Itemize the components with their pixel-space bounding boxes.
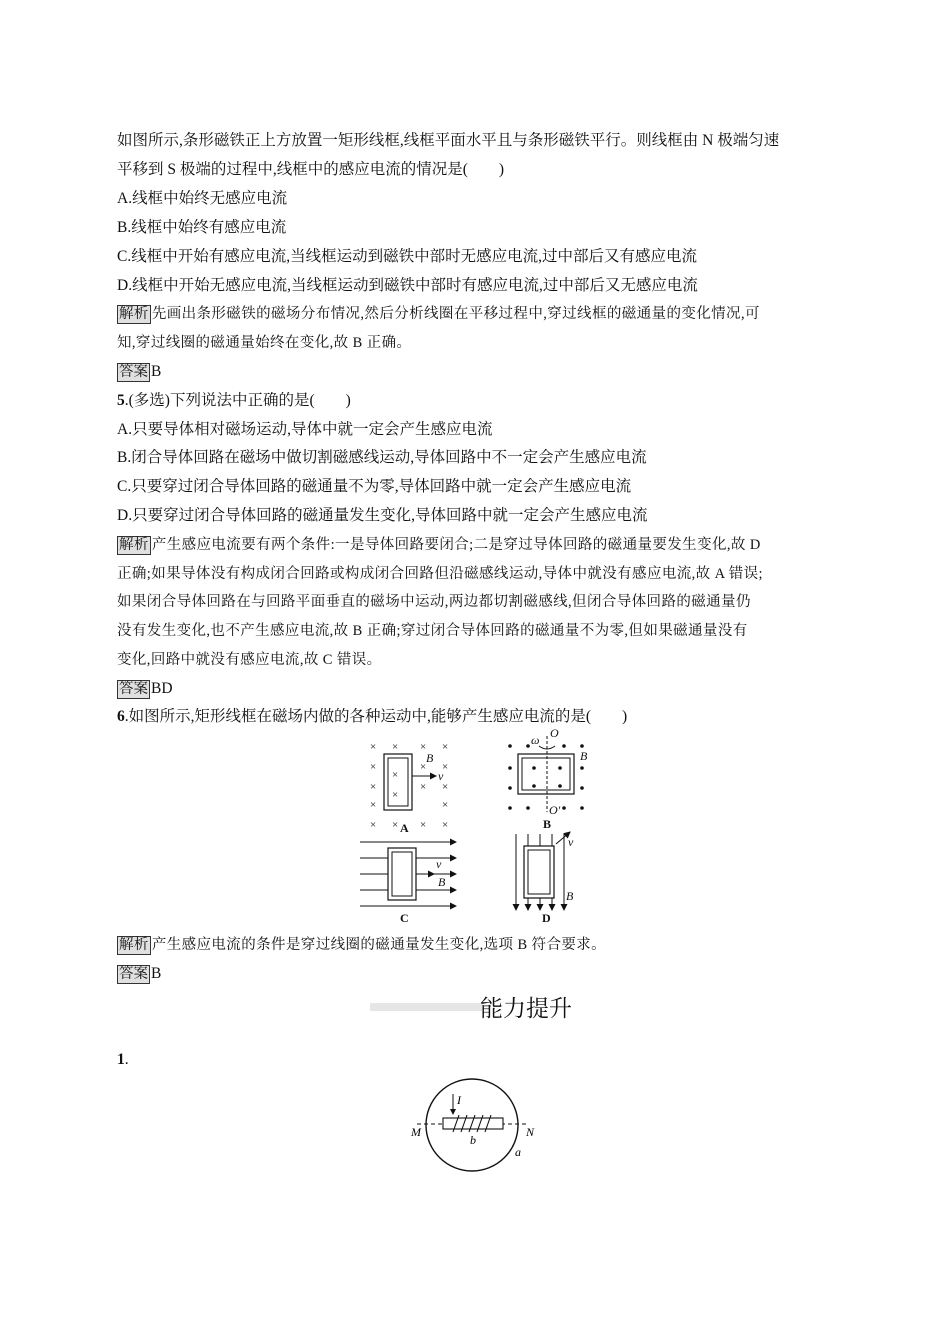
- svg-text:×: ×: [370, 761, 377, 773]
- figure-panel-a: [370, 741, 448, 835]
- q5-explanation-line4: 没有发生变化,也不产生感应电流,故 B 正确;穿过闭合导体回路的磁通量不为零,但如果磁通量没有: [117, 623, 748, 639]
- label-omega: ω: [531, 733, 540, 747]
- q5-option-a: A.只要导体相对磁场运动,导体中就一定会产生感应电流: [117, 421, 493, 438]
- answer-tag: 答案: [119, 966, 148, 982]
- svg-text:×: ×: [420, 761, 427, 773]
- svg-text:×: ×: [420, 781, 427, 793]
- q6-explanation: 解析 产生感应电流的条件是穿过线圈的磁通量发生变化,选项 B 符合要求。: [119, 937, 607, 953]
- svg-text:×: ×: [420, 819, 427, 831]
- caption-a: A: [400, 821, 409, 835]
- q5-explanation-line1: 解析 产生感应电流要有两个条件:一是导体回路要闭合;二是穿过导体回路的磁通量要发生变化,故 D: [119, 537, 761, 553]
- q5-explanation-line3: 如果闭合导体回路在与回路平面垂直的磁场中运动,两边都切割磁感线,但闭合导体回路的磁通量仍: [117, 594, 751, 610]
- svg-text:×: ×: [442, 781, 449, 793]
- q6-number: 6: [117, 708, 125, 725]
- q4-explanation-line1: 解析 先画出条形磁铁的磁场分布情况,然后分析线圈在平移过程中,穿过线框的磁通量的变化情况,可: [119, 306, 760, 322]
- svg-text:×: ×: [420, 741, 427, 753]
- label-a: a: [515, 1145, 521, 1159]
- figure-panel-c: [360, 842, 456, 925]
- section-bar: [370, 1003, 482, 1011]
- svg-text:×: ×: [442, 819, 449, 831]
- p1-stem: 1.: [117, 1051, 129, 1068]
- label-b: B: [580, 749, 588, 763]
- label-v: v: [438, 769, 444, 783]
- svg-text:×: ×: [370, 781, 377, 793]
- svg-text:×: ×: [370, 741, 377, 753]
- svg-text:×: ×: [370, 819, 377, 831]
- q5-explanation-line2: 正确;如果导体没有构成闭合回路或构成闭合回路但沿磁感线运动,导体中就没有感应电流,故 A 错误;: [117, 566, 763, 582]
- answer-tag: 答案: [119, 364, 148, 380]
- q4-option-d: D.线框中开始无感应电流,当线框运动到磁铁中部时有感应电流,过中部后又无感应电流: [117, 277, 698, 294]
- figure-panel-d: [516, 832, 574, 925]
- svg-text:×: ×: [392, 789, 399, 801]
- q4-stem-line2: 平移到 S 极端的过程中,线框中的感应电流的情况是( ): [117, 161, 505, 178]
- svg-text:×: ×: [392, 741, 399, 753]
- svg-text:×: ×: [392, 769, 399, 781]
- q6-answer: 答案 B: [119, 965, 162, 982]
- label-b: B: [438, 875, 446, 889]
- q4-option-b: B.线框中始终有感应电流: [117, 219, 287, 236]
- q4-option-c: C.线框中开始有感应电流,当线框运动到磁铁中部时无感应电流,过中部后又有感应电流: [117, 248, 697, 265]
- figure-panel-b: [508, 728, 588, 831]
- q5-explanation-line5: 变化,回路中就没有感应电流,故 C 错误。: [117, 652, 382, 668]
- caption-b: B: [543, 817, 552, 831]
- label-v: v: [436, 857, 442, 871]
- p1-figure: [405, 1072, 540, 1177]
- label-o-prime: O′: [549, 803, 561, 817]
- label-i: I: [457, 1093, 461, 1107]
- label-b: B: [426, 751, 434, 765]
- q5-stem: 5.(多选)下列说法中正确的是( ): [117, 392, 351, 409]
- q4-explanation-line2: 知,穿过线圈的磁通量始终在变化,故 B 正确。: [117, 335, 412, 351]
- q5-answer: 答案 BD: [119, 680, 173, 697]
- q4-option-a: A.线框中始终无感应电流: [117, 190, 288, 207]
- label-n: N: [526, 1125, 535, 1139]
- p1-number: 1: [117, 1051, 125, 1068]
- q6-stem: 6.如图所示,矩形线框在磁场内做的各种运动中,能够产生感应电流的是( ): [117, 708, 628, 725]
- label-b: b: [470, 1133, 476, 1147]
- label-m: M: [411, 1125, 421, 1139]
- svg-text:×: ×: [442, 761, 449, 773]
- explanation-tag: 解析: [119, 537, 149, 553]
- svg-text:×: ×: [392, 819, 399, 831]
- q5-option-d: D.只要穿过闭合导体回路的磁通量发生变化,导体回路中就一定会产生感应电流: [117, 507, 648, 524]
- q6-figure: [350, 728, 610, 930]
- q4-answer: 答案 B: [119, 363, 162, 380]
- label-v: v: [568, 835, 574, 849]
- svg-text:×: ×: [370, 799, 377, 811]
- explanation-tag: 解析: [119, 937, 149, 953]
- q5-option-b: B.闭合导体回路在磁场中做切割磁感线运动,导体回路中不一定会产生感应电流: [117, 449, 647, 466]
- label-o: O: [550, 728, 559, 740]
- explanation-tag: 解析: [119, 306, 149, 322]
- caption-c: C: [400, 911, 409, 925]
- label-b: B: [566, 889, 574, 903]
- q5-option-c: C.只要穿过闭合导体回路的磁通量不为零,导体回路中就一定会产生感应电流: [117, 478, 632, 495]
- section-title: 能力提升: [480, 996, 572, 1022]
- q4-stem-line1: 如图所示,条形磁铁正上方放置一矩形线框,线框平面水平且与条形磁铁平行。则线框由 N 极端匀速: [117, 132, 780, 149]
- svg-text:×: ×: [442, 799, 449, 811]
- q5-number: 5: [117, 392, 125, 409]
- answer-tag: 答案: [119, 681, 148, 697]
- caption-d: D: [542, 911, 551, 925]
- svg-text:×: ×: [442, 741, 449, 753]
